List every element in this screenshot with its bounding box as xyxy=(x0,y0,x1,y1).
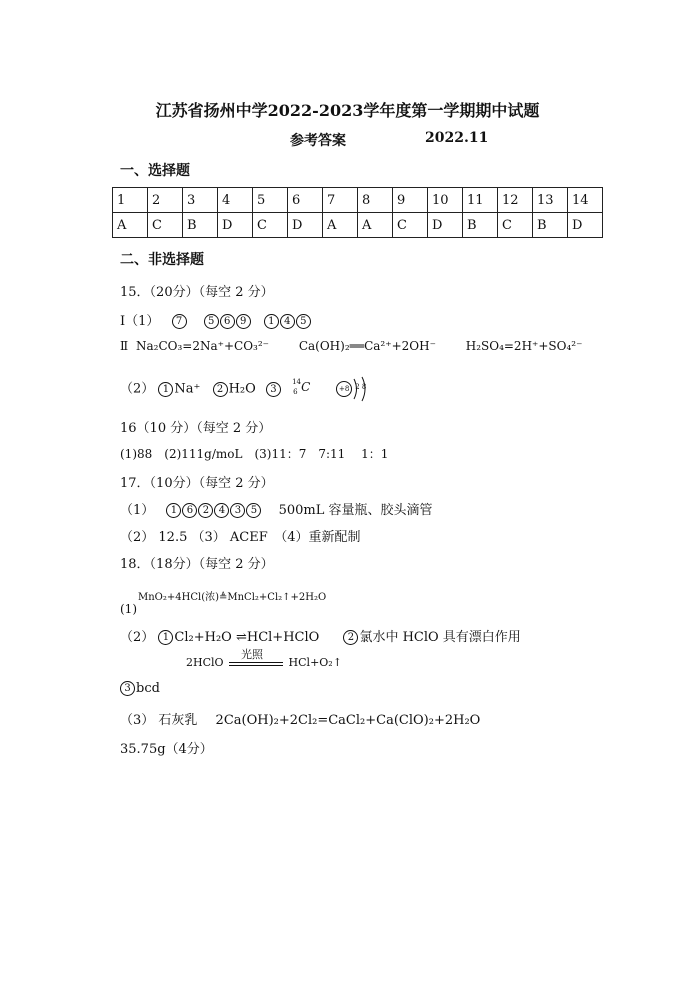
nuclide-symbol: C xyxy=(301,380,311,394)
q15-part3-a: Na⁺ xyxy=(174,381,201,397)
equation-line xyxy=(229,665,283,666)
q15-eq-caoh2: Ca(OH)₂══Ca²⁺+2OH⁻ xyxy=(298,339,436,353)
circled-number: 1 xyxy=(158,382,173,397)
q18-part4-label: （3） 石灰乳 xyxy=(120,713,198,728)
circled-number: 2 xyxy=(213,382,228,397)
question-number-cell: 9 xyxy=(393,188,428,213)
q15-part3-b: H₂O xyxy=(228,381,256,397)
q15-part3 xyxy=(120,376,376,402)
q18-part2-a: Cl₂+H₂O ⇌HCl+HClO xyxy=(174,630,320,645)
q17-part1-label: （1） xyxy=(120,503,155,518)
atom-shell-electrons: 2 8 xyxy=(355,383,367,391)
circled-number: 1 xyxy=(158,630,173,645)
question-number-cell: 7 xyxy=(323,188,358,213)
document-title: 江苏省扬州中学2022-2023学年度第一学期期中试题 xyxy=(155,101,540,120)
document-subtitle: 参考答案 xyxy=(290,133,346,149)
answer-cell: D xyxy=(428,213,463,238)
q18-part3 xyxy=(120,681,160,696)
nuclide-mass-number: 14 xyxy=(292,378,301,386)
circled-number: 7 xyxy=(172,314,187,329)
circled-number: 6 xyxy=(220,314,235,329)
section-choice-heading: 一、选择题 xyxy=(120,163,190,179)
answer-table-answer-row xyxy=(113,213,603,238)
q17-part2: （2） 12.5 （3） ACEF （4）重新配制 xyxy=(120,530,361,545)
answer-table xyxy=(112,187,603,238)
question-number-cell: 14 xyxy=(568,188,603,213)
equation-line xyxy=(229,662,283,663)
q17-part1-text: 500mL 容量瓶、胶头滴管 xyxy=(278,503,433,518)
q18-eq-arrow xyxy=(227,648,285,670)
answer-cell: C xyxy=(498,213,533,238)
answer-cell: A xyxy=(358,213,393,238)
atom-nucleus: +8 xyxy=(336,381,352,397)
q18-part1-label: (1) xyxy=(120,602,137,616)
question-number-cell: 3 xyxy=(183,188,218,213)
circled-number: 4 xyxy=(280,314,295,329)
q18-eq-mno2: MnO₂+4HCl(浓)≜MnCl₂+Cl₂↑+2H₂O xyxy=(138,592,327,603)
q15-eq-h2so4: H₂SO₄=2H⁺+SO₄²⁻ xyxy=(465,339,583,353)
circled-number: 3 xyxy=(120,681,135,696)
atom-structure-diagram xyxy=(336,376,376,402)
question-number-cell: 2 xyxy=(148,188,183,213)
answer-cell: A xyxy=(323,213,358,238)
q15-part1-b xyxy=(204,314,252,329)
circled-number: 2 xyxy=(343,630,358,645)
circled-number: 3 xyxy=(230,503,245,518)
circled-number: 1 xyxy=(264,314,279,329)
q15-nuclide xyxy=(292,380,314,398)
q18-eq-hclo-right: HCl+O₂↑ xyxy=(288,656,342,669)
circled-number: 5 xyxy=(204,314,219,329)
circled-number: 9 xyxy=(236,314,251,329)
question-number-cell: 8 xyxy=(358,188,393,213)
question-number-cell: 11 xyxy=(463,188,498,213)
question-number-cell: 1 xyxy=(113,188,148,213)
q17-part1 xyxy=(120,499,432,518)
q18-part2-label: （2） xyxy=(120,630,155,645)
answer-cell: B xyxy=(183,213,218,238)
circled-number: 2 xyxy=(198,503,213,518)
section-nonchoice-heading: 二、非选择题 xyxy=(120,252,204,268)
q18-eq-hclo-left: 2HClO xyxy=(186,656,224,669)
answer-table-number-row xyxy=(113,188,603,213)
question-number-cell: 6 xyxy=(288,188,323,213)
q15-part1 xyxy=(120,310,312,329)
document-date: 2022.11 xyxy=(425,130,489,146)
q18-part2 xyxy=(120,626,521,645)
q16-heading: 16（10 分）（每空 2 分） xyxy=(120,421,272,436)
circled-number: 4 xyxy=(214,503,229,518)
question-number-cell: 12 xyxy=(498,188,533,213)
answer-cell: C xyxy=(148,213,183,238)
circled-number: 5 xyxy=(246,503,261,518)
q18-eq-hclo xyxy=(186,648,342,670)
answer-cell: D xyxy=(288,213,323,238)
q18-eq-condition: 光照 xyxy=(241,648,264,661)
q15-eq-na2co3: Na₂CO₃=2Na⁺+CO₃²⁻ xyxy=(135,339,269,353)
question-number-cell: 4 xyxy=(218,188,253,213)
q17-sequence xyxy=(166,503,262,518)
q15-part2 xyxy=(120,339,582,353)
answer-cell: D xyxy=(218,213,253,238)
circled-number: 3 xyxy=(266,382,281,397)
q15-part1-c xyxy=(264,314,312,329)
q18-part4-eq: 2Ca(OH)₂+2Cl₂=CaCl₂+Ca(ClO)₂+2H₂O xyxy=(215,713,481,728)
nuclide-atomic-number: 6 xyxy=(293,388,298,396)
q17-heading: 17．（10分）（每空 2 分） xyxy=(120,476,274,491)
q15-part1-a xyxy=(172,314,188,329)
question-number-cell: 5 xyxy=(253,188,288,213)
answer-cell: B xyxy=(533,213,568,238)
q18-final-answer: 35.75g（4分） xyxy=(120,742,213,757)
question-number-cell: 10 xyxy=(428,188,463,213)
circled-number: 5 xyxy=(296,314,311,329)
q15-part3-label: （2） xyxy=(120,381,155,397)
answer-cell: C xyxy=(253,213,288,238)
q18-part3-answer: bcd xyxy=(136,681,160,696)
q18-part4 xyxy=(120,709,480,728)
q15-part2-label: Ⅱ xyxy=(120,339,129,353)
answer-cell: A xyxy=(113,213,148,238)
q15-part1-label: Ⅰ（1） xyxy=(120,314,160,329)
answer-cell: B xyxy=(463,213,498,238)
circled-number: 6 xyxy=(182,503,197,518)
q18-part2-b: 氯水中 HClO 具有漂白作用 xyxy=(359,630,521,645)
question-number-cell: 13 xyxy=(533,188,568,213)
circled-number: 1 xyxy=(166,503,181,518)
answer-cell: D xyxy=(568,213,603,238)
q15-heading: 15．（20分）（每空 2 分） xyxy=(120,285,274,300)
q16-answers: (1)88 (2)111g/moL (3)11：7 7:11 1：1 xyxy=(120,447,389,461)
q18-heading: 18．（18分）（每空 2 分） xyxy=(120,557,274,572)
answer-cell: C xyxy=(393,213,428,238)
